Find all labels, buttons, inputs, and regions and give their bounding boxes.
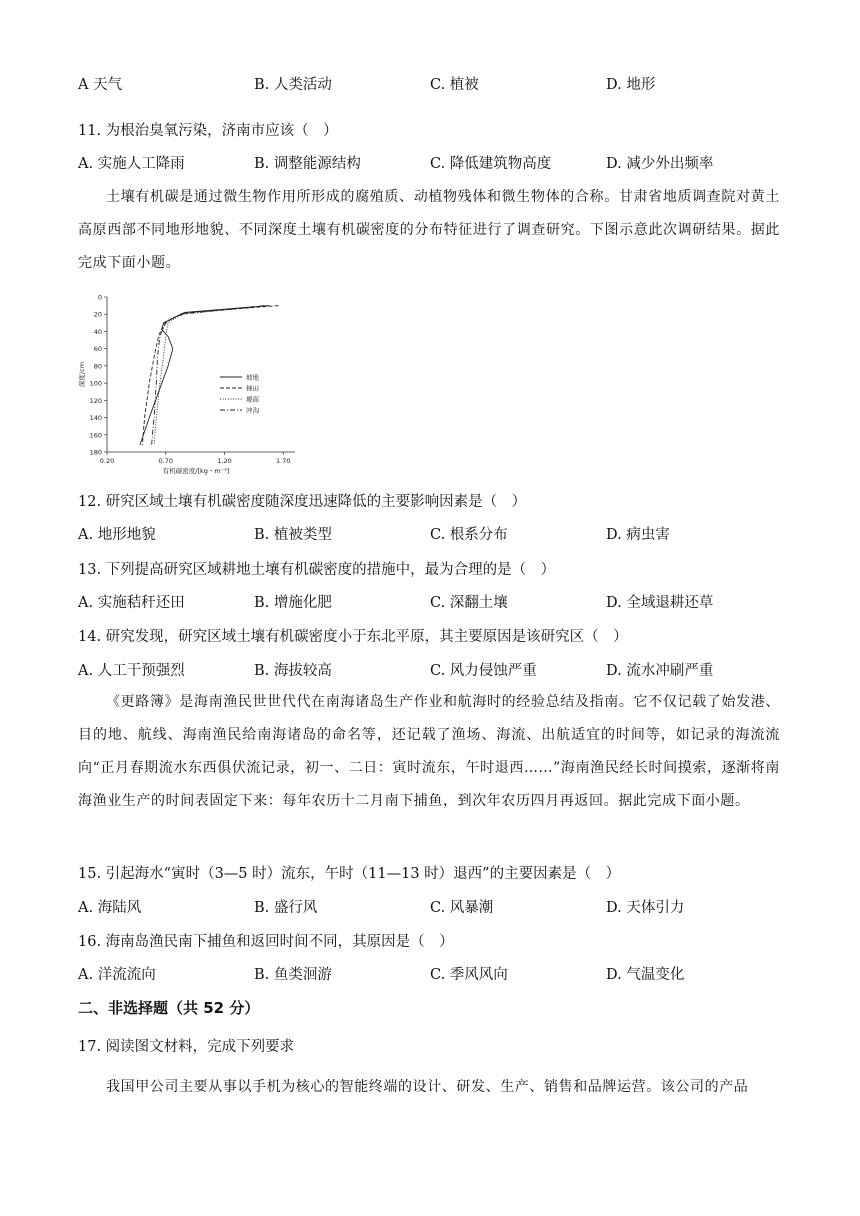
q12-option-c: C. 根系分布 (430, 527, 508, 543)
q12-option-b: B. 植被类型 (254, 527, 332, 543)
series-line-3 (154, 307, 253, 445)
q12-options (78, 523, 798, 545)
q16-option-a: A. 洋流流向 (78, 967, 156, 983)
q15-option-c: C. 风暴潮 (430, 900, 494, 916)
legend-label: 塬面 (246, 395, 259, 404)
q11-options (78, 152, 798, 174)
q15-option-b: B. 盛行风 (254, 900, 318, 916)
x-tick-label: 0.20 (99, 457, 115, 465)
q11-option-d: D. 减少外出频率 (606, 156, 714, 172)
q13-stem: 13. 下列提高研究区域耕地土壤有机碳密度的措施中，最为合理的是（ ） (78, 562, 556, 578)
q14-option-a: A. 人工干预强烈 (78, 663, 185, 679)
y-tick-label: 40 (93, 327, 102, 336)
y-tick-label: 20 (93, 310, 102, 319)
y-tick-label: 0 (97, 293, 102, 302)
q11-option-c: C. 降低建筑物高度 (430, 156, 552, 172)
q12-option-a: A. 地形地貌 (78, 527, 156, 543)
passage-genglubu-text: 《更路簿》是海南渔民世世代代在南海诸岛生产作业和航海时的经验总结及指南。它不仅记载了始发港、目的地、航线、海南渔民给南海诸岛的命名等，还记载了渔场、海流、出航适宜的时间等，如记录的海流流向“正月春期流水东西俱伏流记录，初一、二日：寅时流东，午时退西……”海南渔民经长时间摸索，逐渐将南海渔业生产的时间表固定下来：每年农历十二月南下捕鱼，到次年农历四月再返回。据此完成下面小题。 (78, 694, 780, 809)
q16-stem: 16. 海南岛渔民南下捕鱼和返回时间不同，其原因是（ ） (78, 934, 454, 950)
q11-option-b: B. 调整能源结构 (254, 156, 361, 172)
x-tick-label: 1.20 (217, 457, 232, 465)
passage-soil-carbon (78, 181, 780, 280)
q14-option-b: B. 海拔较高 (254, 663, 332, 679)
y-axis-label: 深度/cm (78, 361, 86, 388)
soil-carbon-chart (70, 280, 310, 475)
q16-option-b: B. 鱼类洄游 (254, 967, 332, 983)
q13-option-d: D. 全域退耕还草 (606, 595, 714, 611)
q13-option-c: C. 深翻土壤 (430, 595, 508, 611)
q15-stem: 15. 引起海水“寅时（3—5 时）流东，午时（11—13 时）退西”的主要因素是（ ） (78, 866, 621, 882)
y-tick-label: 160 (89, 431, 102, 440)
q14-stem: 14. 研究发现，研究区域土壤有机碳密度小于东北平原，其主要原因是该研究区（ ） (78, 629, 628, 645)
q14-option-d: D. 流水冲刷严重 (606, 663, 714, 679)
y-tick-label: 80 (93, 362, 102, 371)
legend-label: 梯田 (246, 384, 259, 393)
q12-option-d: D. 病虫害 (606, 527, 670, 543)
q11-option-a: A. 实施人工降雨 (78, 156, 185, 172)
legend-label: 坡地 (246, 373, 259, 382)
q11-stem: 11. 为根治臭氧污染，济南市应该（ ） (78, 123, 338, 139)
q14-options (78, 659, 798, 681)
q10-options (78, 73, 798, 95)
q16-options (78, 963, 798, 985)
x-axis-label: 有机碳密度/[kg・m⁻³] (162, 467, 230, 475)
q13-option-b: B. 增施化肥 (254, 595, 332, 611)
q10-option-d: D. 地形 (606, 77, 656, 93)
q10-option-c: C. 植被 (430, 77, 479, 93)
q10-option-b: B. 人类活动 (254, 77, 332, 93)
y-tick-label: 120 (89, 396, 102, 405)
q16-option-d: D. 气温变化 (606, 967, 685, 983)
passage-genglubu (78, 686, 780, 818)
q17-passage (78, 1071, 780, 1104)
y-tick-label: 60 (93, 345, 102, 354)
q17-passage-text: 我国甲公司主要从事以手机为核心的智能终端的设计、研发、生产、销售和品牌运营。该公司的产品 (106, 1079, 749, 1095)
x-tick-label: 1.70 (276, 457, 291, 465)
y-tick-label: 140 (89, 414, 102, 423)
q15-option-d: D. 天体引力 (606, 900, 685, 916)
y-tick-label: 100 (89, 379, 102, 388)
q12-stem: 12. 研究区域土壤有机碳密度随深度迅速降低的主要影响因素是（ ） (78, 494, 527, 510)
q13-options (78, 591, 798, 613)
q16-option-c: C. 季风风向 (430, 967, 508, 983)
q15-options (78, 896, 798, 918)
passage-soil-carbon-text: 土壤有机碳是通过微生物作用所形成的腐殖质、动植物残体和微生物体的合称。甘肃省地质调查院对黄土高原西部不同地形地貌、不同深度土壤有机碳密度的分布特征进行了调查研究。下图示意此次调研结果。据此完成下面小题。 (78, 189, 780, 271)
q17-stem: 17. 阅读图文材料，完成下列要求 (78, 1039, 295, 1055)
legend-label: 冲沟 (246, 406, 259, 415)
x-tick-label: 0.70 (158, 457, 173, 465)
q14-option-c: C. 风力侵蚀严重 (430, 663, 537, 679)
q15-option-a: A. 海陆风 (78, 900, 142, 916)
q13-option-a: A. 实施秸秆还田 (78, 595, 185, 611)
q10-option-a: A 天气 (78, 77, 123, 93)
y-tick-label: 180 (89, 448, 102, 457)
section-heading: 二、非选择题（共 52 分） (78, 999, 260, 1017)
